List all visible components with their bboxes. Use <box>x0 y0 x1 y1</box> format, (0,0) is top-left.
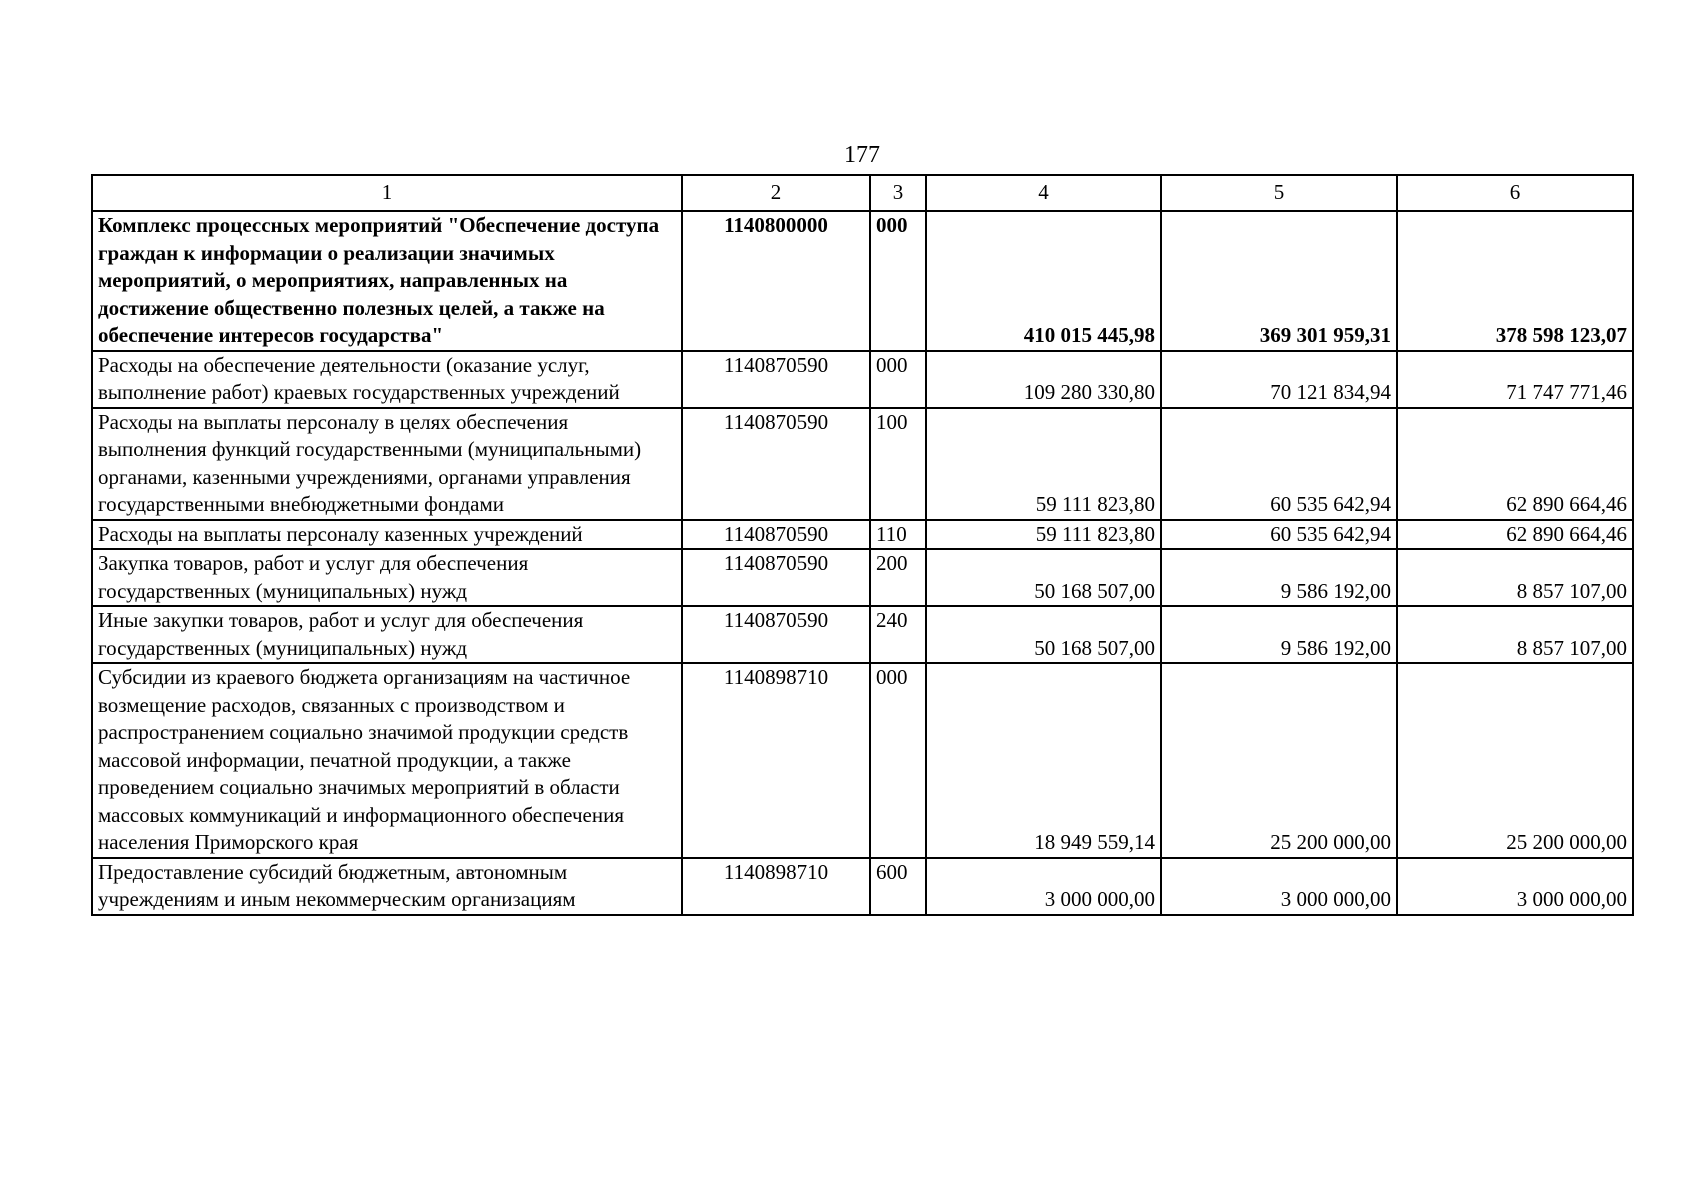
row-value-col5: 369 301 959,31 <box>1161 211 1397 351</box>
row-value-col6: 8 857 107,00 <box>1397 606 1633 663</box>
row-expense-type: 000 <box>870 211 926 351</box>
row-value-col4: 3 000 000,00 <box>926 858 1161 915</box>
row-name: Комплекс процессных мероприятий "Обеспечение доступа граждан к информации о реализации значимых мероприятий, о мероприятиях, направленных на достижение общественно полезных целей, а также на обеспечение интересов государства" <box>92 211 682 351</box>
row-code: 1140898710 <box>682 858 870 915</box>
row-name: Расходы на обеспечение деятельности (оказание услуг, выполнение работ) краевых государственных учреждений <box>92 351 682 408</box>
row-name: Расходы на выплаты персоналу казенных учреждений <box>92 520 682 550</box>
row-value-col6: 8 857 107,00 <box>1397 549 1633 606</box>
row-value-col4: 50 168 507,00 <box>926 606 1161 663</box>
row-value-col6: 378 598 123,07 <box>1397 211 1633 351</box>
row-value-col5: 70 121 834,94 <box>1161 351 1397 408</box>
table-row <box>92 549 1633 606</box>
row-code: 1140870590 <box>682 520 870 550</box>
column-header-1: 1 <box>92 175 682 211</box>
row-name: Иные закупки товаров, работ и услуг для обеспечения государственных (муниципальных) нужд <box>92 606 682 663</box>
row-code: 1140870590 <box>682 351 870 408</box>
row-value-col4: 410 015 445,98 <box>926 211 1161 351</box>
table-row <box>92 663 1633 858</box>
row-value-col6: 62 890 664,46 <box>1397 520 1633 550</box>
row-value-col4: 50 168 507,00 <box>926 549 1161 606</box>
column-header-2: 2 <box>682 175 870 211</box>
table-row <box>92 520 1633 550</box>
table-row <box>92 606 1633 663</box>
table-row <box>92 211 1633 351</box>
row-code: 1140870590 <box>682 606 870 663</box>
row-name: Субсидии из краевого бюджета организациям на частичное возмещение расходов, связанных с производством и распространением социально значимой продукции средств массовой информации, печатной продукции, а также проведением социально значимых мероприятий в области массовых коммуникаций и информационного обеспечения населения Приморского края <box>92 663 682 858</box>
row-value-col6: 25 200 000,00 <box>1397 663 1633 858</box>
row-value-col6: 62 890 664,46 <box>1397 408 1633 520</box>
row-value-col5: 3 000 000,00 <box>1161 858 1397 915</box>
row-expense-type: 000 <box>870 351 926 408</box>
row-expense-type: 200 <box>870 549 926 606</box>
row-code: 1140870590 <box>682 549 870 606</box>
column-header-6: 6 <box>1397 175 1633 211</box>
row-name: Закупка товаров, работ и услуг для обеспечения государственных (муниципальных) нужд <box>92 549 682 606</box>
row-code: 1140870590 <box>682 408 870 520</box>
row-expense-type: 600 <box>870 858 926 915</box>
budget-table <box>91 174 1634 916</box>
row-code: 1140898710 <box>682 663 870 858</box>
row-value-col5: 60 535 642,94 <box>1161 520 1397 550</box>
column-header-4: 4 <box>926 175 1161 211</box>
table-row <box>92 351 1633 408</box>
table-row <box>92 408 1633 520</box>
table-row <box>92 858 1633 915</box>
row-name: Расходы на выплаты персоналу в целях обеспечения выполнения функций государственными (муниципальными) органами, казенными учреждениями, органами управления государственными внебюджетными фондами <box>92 408 682 520</box>
column-header-5: 5 <box>1161 175 1397 211</box>
row-value-col4: 18 949 559,14 <box>926 663 1161 858</box>
row-code: 1140800000 <box>682 211 870 351</box>
row-value-col5: 9 586 192,00 <box>1161 549 1397 606</box>
row-value-col5: 9 586 192,00 <box>1161 606 1397 663</box>
page-number: 177 <box>844 142 880 168</box>
row-expense-type: 240 <box>870 606 926 663</box>
row-expense-type: 000 <box>870 663 926 858</box>
row-value-col4: 59 111 823,80 <box>926 408 1161 520</box>
column-number-row <box>92 175 1633 211</box>
row-value-col5: 60 535 642,94 <box>1161 408 1397 520</box>
row-value-col4: 109 280 330,80 <box>926 351 1161 408</box>
row-value-col6: 71 747 771,46 <box>1397 351 1633 408</box>
row-value-col6: 3 000 000,00 <box>1397 858 1633 915</box>
row-expense-type: 100 <box>870 408 926 520</box>
row-value-col4: 59 111 823,80 <box>926 520 1161 550</box>
row-value-col5: 25 200 000,00 <box>1161 663 1397 858</box>
column-header-3: 3 <box>870 175 926 211</box>
row-expense-type: 110 <box>870 520 926 550</box>
row-name: Предоставление субсидий бюджетным, автономным учреждениям и иным некоммерческим организациям <box>92 858 682 915</box>
